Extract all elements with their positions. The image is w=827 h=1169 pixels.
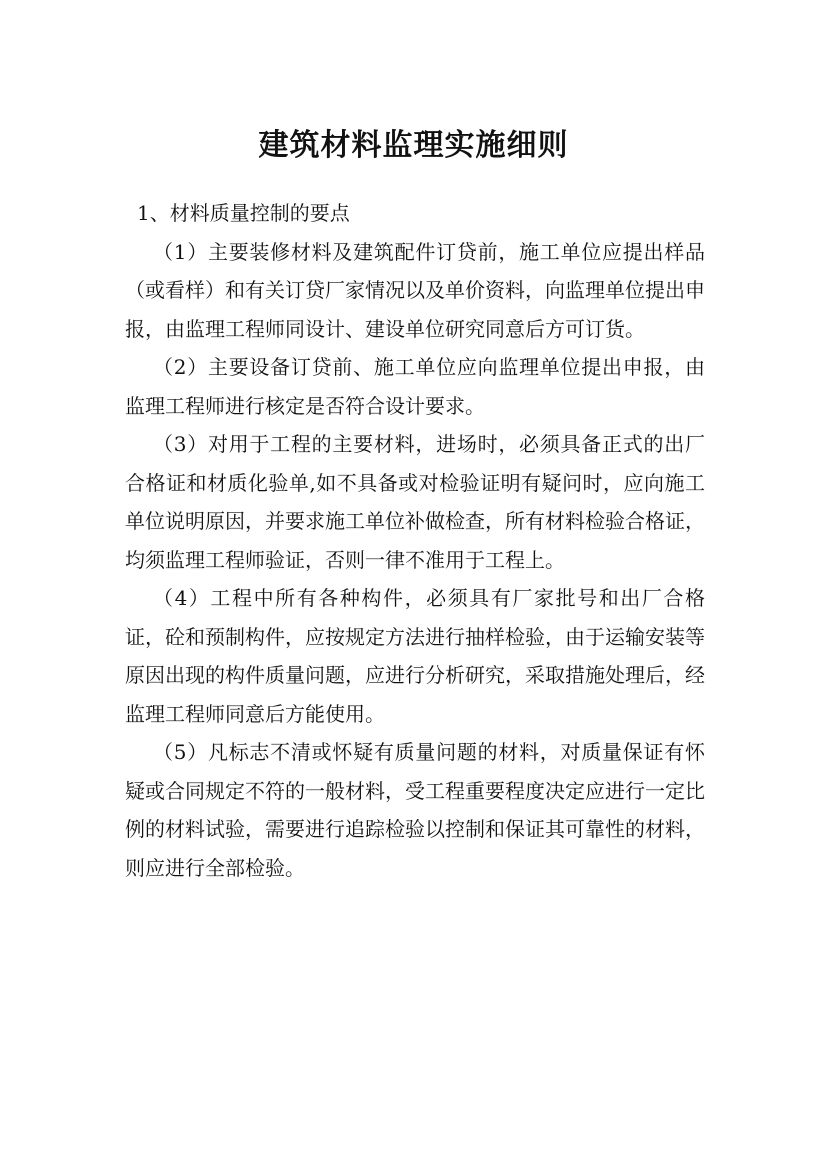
section-heading: 1、材料质量控制的要点 (137, 201, 350, 225)
document-body (125, 194, 705, 887)
document-title: 建筑材料监理实施细则 (258, 128, 569, 163)
paragraph-5: （5）凡标志不清或怀疑有质量问题的材料，对质量保证有怀疑或合同规定不符的一般材料，受工程重要程度决定应进行一定比例的材料试验，需要进行追踪检验以控制和保证其可靠性的材料，则应进行全部检验。 (125, 740, 705, 880)
paragraph-4: （4）工程中所有各种构件，必须具有厂家批号和出厂合格证，砼和预制构件，应按规定方法进行抽样检验，由于运输安装等原因出现的构件质量问题，应进行分析研究，采取措施处理后，经监理工程师同意后方能使用。 (125, 586, 705, 726)
paragraph-2: （2）主要设备订贷前、施工单位应向监理单位提出申报，由监理工程师进行核定是否符合设计要求。 (125, 355, 705, 418)
paragraph-3: （3）对用于工程的主要材料，进场时，必须具备正式的出厂合格证和材质化验单,如不具备或对检验证明有疑问时，应向施工单位说明原因，并要求施工单位补做检查，所有材料检验合格证，均须监理工程师验证，否则一律不准用于工程上。 (125, 432, 705, 572)
paragraph-1: （1）主要装修材料及建筑配件订贷前，施工单位应提出样品（或看样）和有关订贷厂家情况以及单价资料，向监理单位提出申报，由监理工程师同设计、建设单位研究同意后方可订货。 (125, 239, 705, 341)
